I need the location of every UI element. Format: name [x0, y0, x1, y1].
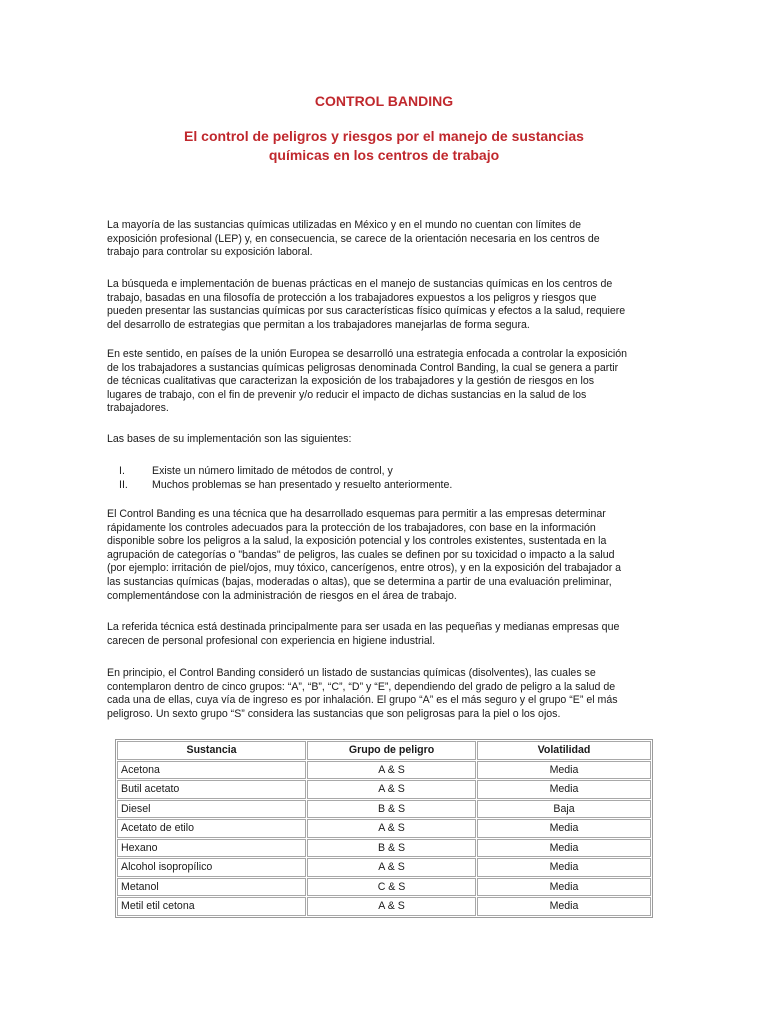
table-row: [117, 839, 651, 858]
paragraph-practices: [107, 278, 667, 332]
page-title: CONTROL BANDING: [314, 93, 454, 109]
paragraph-technique: [107, 508, 667, 603]
cell-hazard-group: B & S: [307, 800, 476, 819]
paragraph-line: del desarrollo de estrategias que permitan a los trabajadores manejarlas de forma segura.: [107, 318, 530, 331]
paragraph-line: peligroso. Un sexto grupo “S” considera las sustancias que son peligrosas para la piel o los ojos.: [107, 707, 561, 720]
paragraph-target: [107, 621, 667, 648]
list-item-number: I.: [119, 465, 125, 477]
cell-hazard-group: A & S: [307, 780, 476, 799]
paragraph-europe: [107, 348, 667, 416]
bases-list: [107, 465, 667, 492]
subtitle-line: químicas en los centros de trabajo: [268, 147, 500, 163]
cell-substance: Hexano: [117, 839, 306, 858]
paragraph-line: contemplaron dentro de cinco grupos: “A”, “B”, “C”, “D” y “E”, dependiendo del grado de peligro a la salud de: [107, 680, 616, 693]
column-header-hazard-group: Grupo de peligro: [307, 741, 476, 760]
cell-substance: Metil etil cetona: [117, 897, 306, 916]
paragraph-line: cada una de ellas, cuya vía de ingreso es por inhalación. El grupo “A” es el más seguro y el grupo “E” el más: [107, 694, 618, 707]
cell-volatility: Media: [477, 819, 651, 838]
subtitle-line: El control de peligros y riesgos por el manejo de sustancias: [184, 128, 584, 144]
paragraph-line: pueden presentar las sustancias químicas por sus características físico químicas y efectos a la salud, requiere: [107, 305, 626, 318]
paragraph-groups: [107, 667, 667, 721]
cell-substance: Acetona: [117, 761, 306, 780]
cell-volatility: Media: [477, 897, 651, 916]
table-row: [117, 761, 651, 780]
paragraph-line: rápidamente los controles adecuados para la protección de los trabajadores, con base en la información: [107, 521, 596, 534]
paragraph-line: exposición profesional (LEP) y, en consecuencia, se carece de la orientación necesaria en los centros de: [107, 232, 600, 245]
paragraph-line: agrupación de categorías o "bandas" de peligros, las cuales se definen por su toxicidad o impacto a la salud: [107, 548, 615, 561]
cell-volatility: Media: [477, 878, 651, 897]
cell-hazard-group: B & S: [307, 839, 476, 858]
cell-volatility: Media: [477, 761, 651, 780]
cell-volatility: Media: [477, 858, 651, 877]
substances-table: [115, 739, 653, 918]
list-item-number: II.: [119, 478, 128, 491]
cell-substance: Butil acetato: [117, 780, 306, 799]
paragraph-bases: [107, 433, 667, 447]
list-item-text: Existe un número limitado de métodos de control, y: [152, 465, 393, 477]
cell-hazard-group: C & S: [307, 878, 476, 897]
column-header-volatility: Volatilidad: [477, 741, 651, 760]
table-row: [117, 878, 651, 897]
cell-substance: Acetato de etilo: [117, 819, 306, 838]
column-header-substance: Sustancia: [117, 741, 306, 760]
cell-volatility: Media: [477, 839, 651, 858]
paragraph-line: El Control Banding es una técnica que ha desarrollado esquemas para permitir a las empresas determinar: [107, 508, 606, 520]
paragraph-line: de técnicas cualitativas que caracterizan la exposición de los trabajadores y la gestión de riesgos en los: [107, 375, 595, 388]
paragraph-line: En principio, el Control Banding consideró un listado de sustancias químicas (disolventes), las cuales se: [107, 667, 596, 679]
cell-volatility: Baja: [477, 800, 651, 819]
paragraph-intro: [107, 219, 667, 260]
paragraph-line: trabajo, basadas en una filosofía de protección a los trabajadores expuestos a los peligros y riesgos que: [107, 291, 597, 304]
paragraph-line: las sustancias químicas (bajas, moderadas o altas), que se determina a partir de una evaluación preliminar,: [107, 575, 612, 588]
table-row: [117, 819, 651, 838]
paragraph-line: trabajo para controlar su exposición laboral.: [107, 246, 313, 259]
paragraph-line: complementándose con la administración de riesgos en el área de trabajo.: [107, 589, 457, 602]
paragraph-line: En este sentido, en países de la unión Europea se desarrolló una estrategia enfocada a controlar la exposición: [107, 348, 628, 360]
cell-hazard-group: A & S: [307, 761, 476, 780]
list-item: [107, 465, 667, 479]
list-item: [107, 479, 667, 493]
table-row: [117, 897, 651, 916]
paragraph-line: disponible sobre los peligros a la salud, la exposición potencial y los controles existentes, sustentada en la: [107, 535, 607, 548]
list-item-text: Muchos problemas se han presentado y resuelto anteriormente.: [152, 478, 453, 491]
paragraph-line: La referida técnica está destinada principalmente para ser usada en las pequeñas y medianas empresas que: [107, 621, 620, 633]
cell-substance: Metanol: [117, 878, 306, 897]
paragraph-line: de los trabajadores a sustancias químicas peligrosas denominada Control Banding, la cual se genera a partir: [107, 361, 619, 374]
cell-substance: Diesel: [117, 800, 306, 819]
paragraph-line: trabajadores.: [107, 402, 169, 415]
table-row: [117, 858, 651, 877]
cell-hazard-group: A & S: [307, 819, 476, 838]
table-header-row: [117, 741, 651, 760]
paragraph-line: Las bases de su implementación son las siguientes:: [107, 433, 352, 445]
paragraph-line: lugares de trabajo, con el fin de prevenir y/o reducir el impacto de dichas sustancias en la salud de los: [107, 388, 587, 401]
paragraph-line: La búsqueda e implementación de buenas prácticas en el manejo de sustancias químicas en los centros de: [107, 278, 613, 290]
cell-hazard-group: A & S: [307, 897, 476, 916]
paragraph-line: carecen de personal profesional con experiencia en higiene industrial.: [107, 634, 436, 647]
page-subtitle: [0, 127, 768, 165]
paragraph-line: La mayoría de las sustancias químicas utilizadas en México y en el mundo no cuentan con límites de: [107, 219, 582, 231]
cell-substance: Alcohol isopropílico: [117, 858, 306, 877]
cell-hazard-group: A & S: [307, 858, 476, 877]
paragraph-line: (por ejemplo: irritación de piel/ojos, muy tóxico, cancerígenos, entre otros), y en la exposición del trabajador a: [107, 562, 622, 575]
table-row: [117, 800, 651, 819]
table-row: [117, 780, 651, 799]
cell-volatility: Media: [477, 780, 651, 799]
